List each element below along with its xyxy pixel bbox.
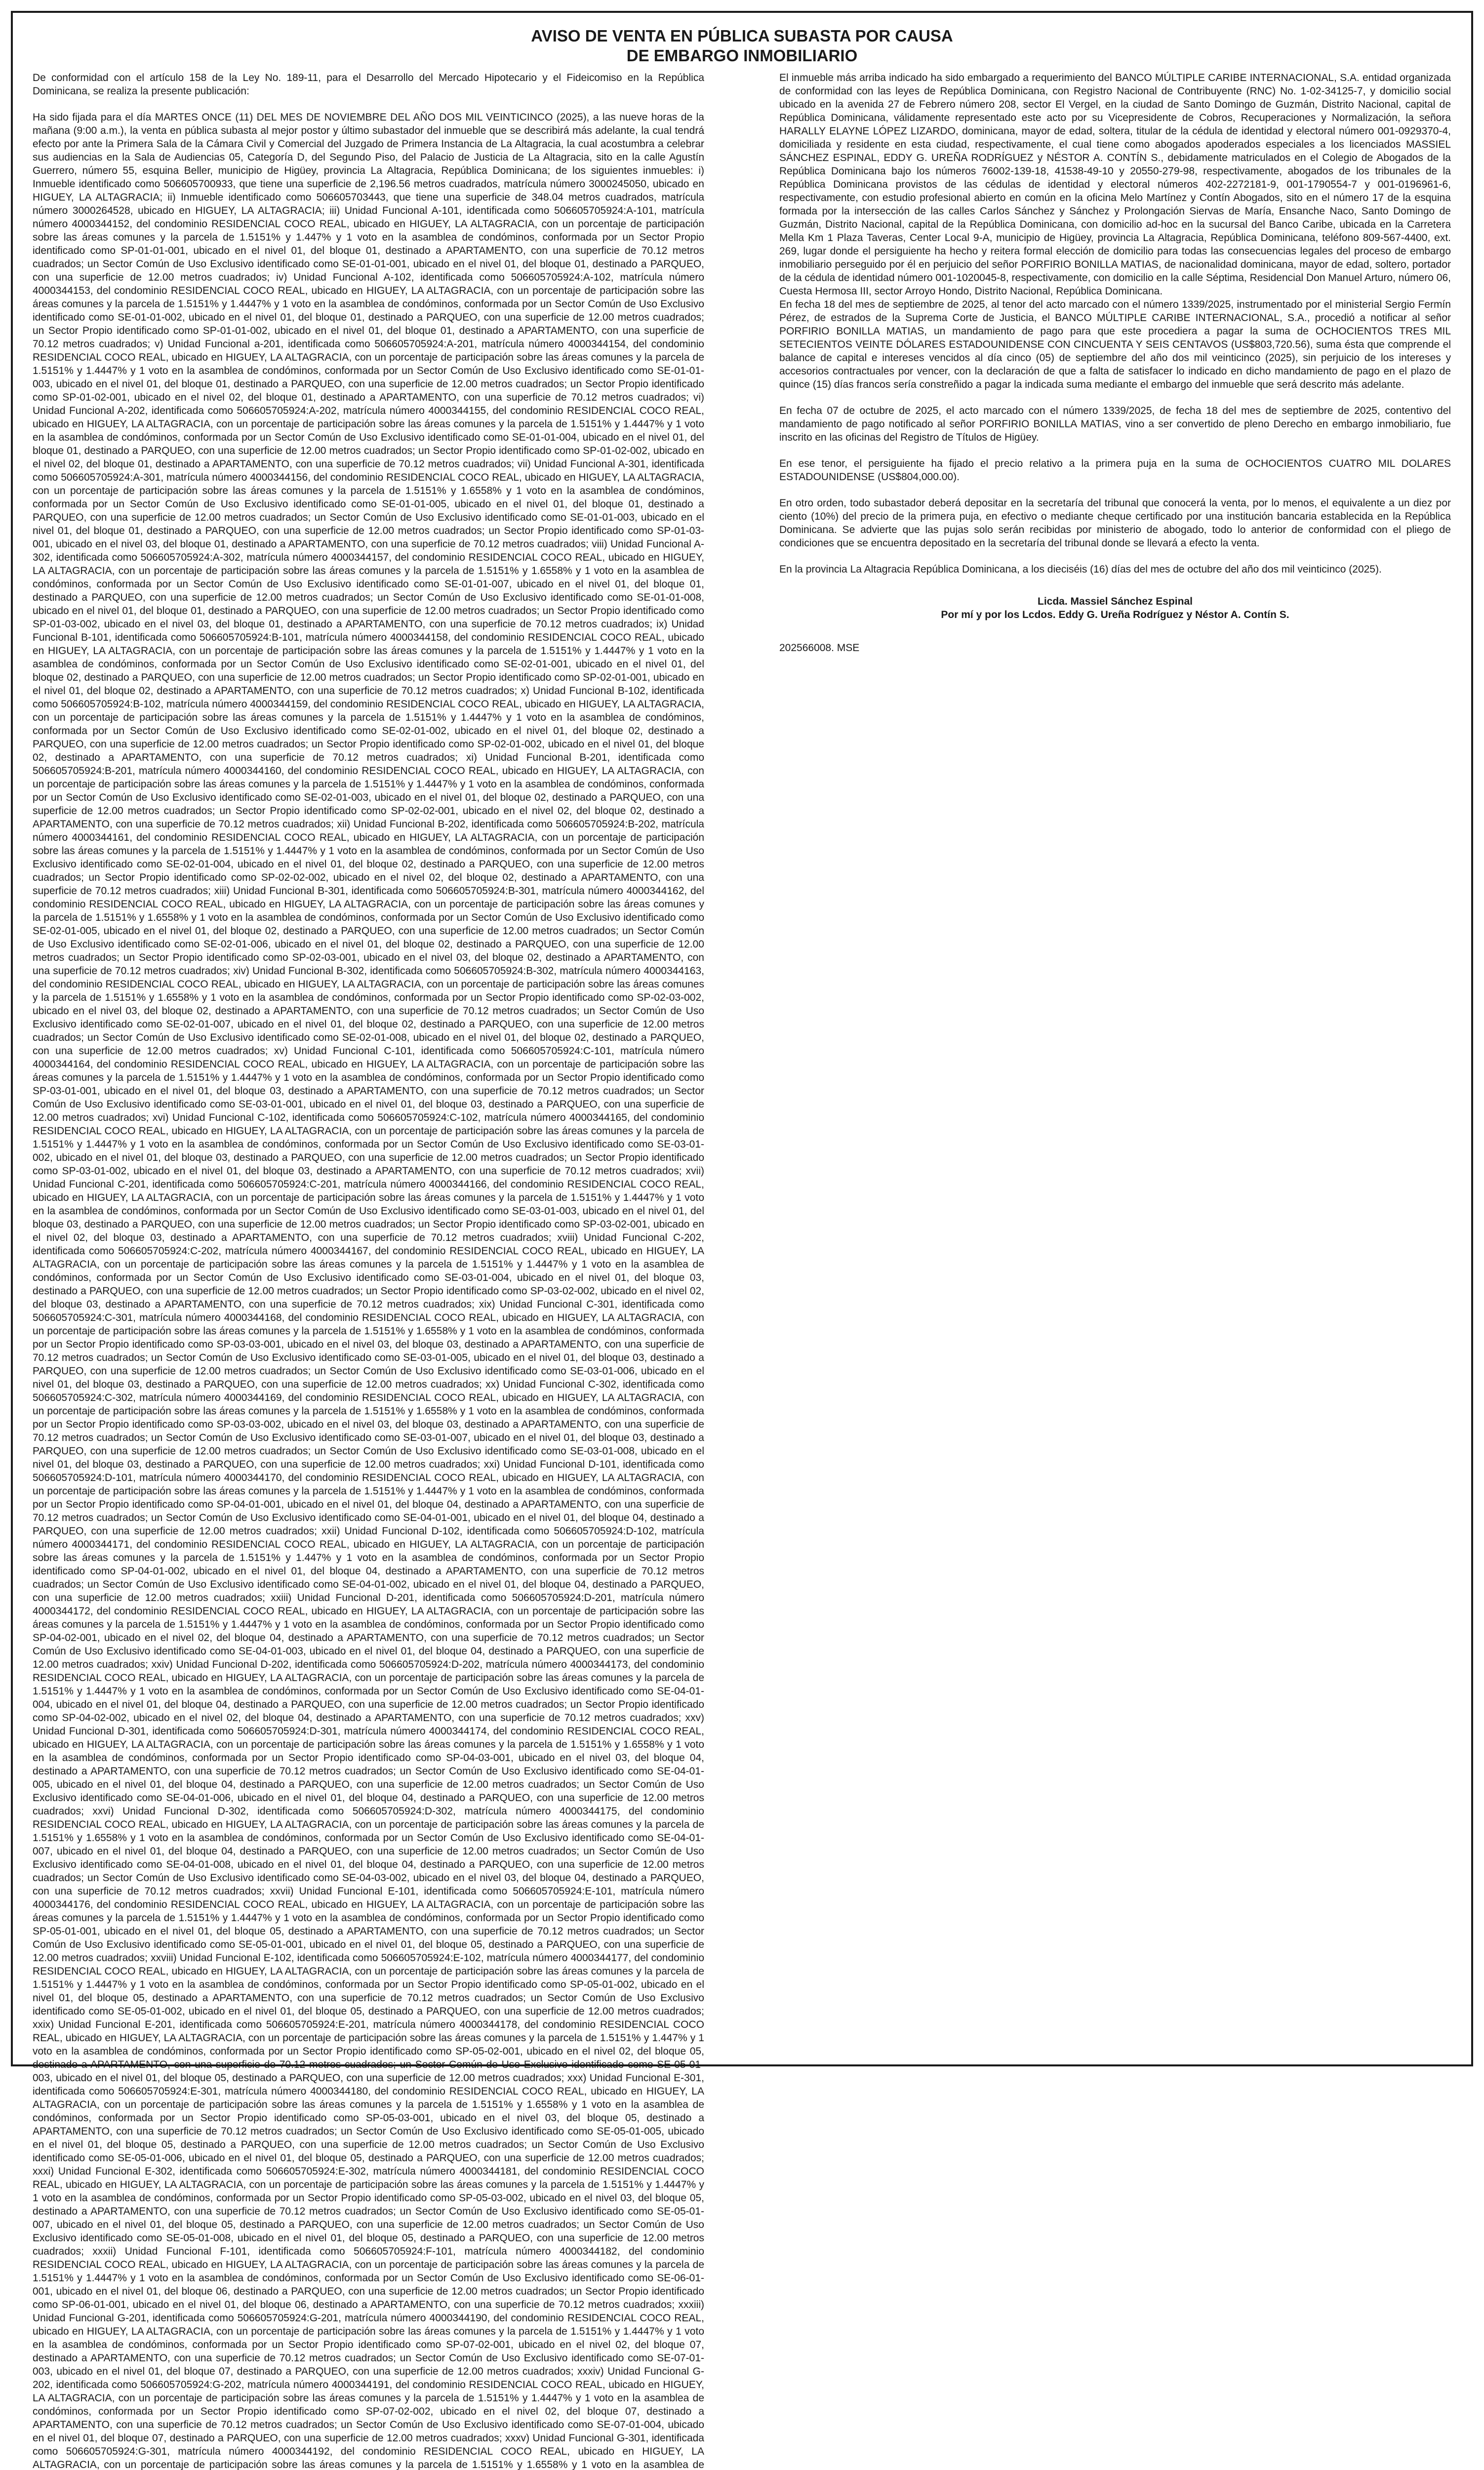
left-column bbox=[33, 71, 704, 2470]
publication-code: 202566008. MSE bbox=[779, 642, 860, 654]
notice-title-line-2: DE EMBARGO INMOBILIARIO bbox=[626, 46, 858, 65]
main-paragraph: Ha sido fijada para el día MARTES ONCE (11) DEL MES DE NOVIEMBRE DEL AÑO DOS MIL VEINTICINCO (2025), a las nueve horas de la mañana (9:00 a.m.), la venta en pública subasta al mejor postor y último subastador del inmueble que se describirá más adelante, la cual tendrá efecto por ante la Primera Sala de la Cámara Civil y Comercial del Juzgado de Primera Instancia de La Altagracia, la cual acostumbra a celebrar sus audiencias en la Sala de Audiencias 05, Categoría D, del Segundo Piso, del Palacio de Justicia de La Altagracia, sito en la calle Agustín Guerrero, número 55, esquina Beller, municipio de Higüey, provincia La Altagracia, República Dominicana; de los siguientes inmuebles: i) Inmueble identificado como 506605700933, que tiene una superficie de 2,196.56 metros cuadrados, matrícula número 3000245050, ubicado en HIGUEY, LA ALTAGRACIA; ii) Inmueble identificado como 506605703443, que tiene una superficie de 348.04 metros cuadrados, matrícula número 3000264528, ubicado en HIGUEY, LA ALTAGRACIA; iii) Unidad Funcional A-101, identificada como 506605705924:A-101, matrícula número 4000344152, del condominio RESIDENCIAL COCO REAL, ubicado en HIGUEY, LA ALTAGRACIA, con un porcentaje de participación sobre las áreas comunes y la parcela de 1.5151% y 1.447% y 1 voto en la asamblea de condóminos, conformada por un Sector Propio identificado como SP-01-01-001, ubicado en el nivel 01, del bloque 01, destinado a APARTAMENTO, con una superficie de 70.12 metros cuadrados; un Sector Común de Uso Exclusivo identificado como SE-01-01-001, ubicado en el nivel 01, del bloque 01, destinado a PARQUEO, con una superficie de 12.00 metros cuadrados; iv) Unidad Funcional A-102, identificada como 506605705924:A-102, matrícula número 4000344153, del condominio RESIDENCIAL COCO REAL, ubicado en HIGUEY, LA ALTAGRACIA, con un porcentaje de participación sobre las áreas comunes y la parcela de 1.5151% y 1.4447% y 1 voto en la asamblea de condóminos, conformada por un Sector Común de Uso Exclusivo identificado como SE-01-01-002, ubicado en el nivel 01, del bloque 01, destinado a PARQUEO, con una superficie de 12.00 metros cuadrados; un Sector Propio identificado como SP-01-01-002, ubicado en el nivel 01, del bloque 01, destinado a APARTAMENTO, con una superficie de 70.12 metros cuadrados; v) Unidad Funcional a-201, identificada como 506605705924:A-201, matrícula número 4000344154, del condominio RESIDENCIAL COCO REAL, ubicado en HIGUEY, LA ALTAGRACIA, con un porcentaje de participación sobre las áreas comunes y la parcela de 1.5151% y 1.4447% y 1 voto en la asamblea de condóminos, conformada por un Sector Común de Uso Exclusivo identificado como SE-01-01-003, ubicado en el nivel 01, del bloque 01, destinado a PARQUEO, con una superficie de 12.00 metros cuadrados; un Sector Propio identificado como SP-01-02-001, ubicado en el nivel 02, del bloque 01, destinado a APARTAMENTO, con una superficie de 70.12 metros cuadrados; vi) Unidad Funcional A-202, identificada como 506605705924:A-202, matrícula número 4000344155, del condominio RESIDENCIAL COCO REAL, ubicado en HIGUEY, LA ALTAGRACIA, con un porcentaje de participación sobre las áreas comunes y la parcela de 1.5151% y 1.4447% y 1 voto en la asamblea de condóminos, conformada por un Sector Común de Uso Exclusivo identificado como SE-01-01-004, ubicado en el nivel 01, del bloque 01, destinado a PARQUEO, con una superficie de 12.00 metros cuadrados; un Sector Propio identificado como SP-01-02-002, ubicado en el nivel 02, del bloque 01, destinado a APARTAMENTO, con una superficie de 70.12 metros cuadrados; vii) Unidad Funcional A-301, identificada como 506605705924:A-301, matrícula número 4000344156, del condominio RESIDENCIAL COCO REAL, ubicado en HIGUEY, LA ALTAGRACIA, con un porcentaje de participación sobre las áreas comunes y la parcela de 1.5151% y 1.6558% y 1 voto en la asamblea de condóminos, conformada por un Sector Común de Uso Exclusivo identificado como SE-01-01-005, ubicado en el nivel 01, del bloque 01, destinado a PARQUEO, con una superficie de 12.00 metros cuadrados; un Sector Común de Uso Exclusivo identificado como SE-01-01-003, ubicado en el nivel 01, del bloque 01, destinado a PARQUEO, con una superficie de 12.00 metros cuadrados; un Sector Propio identificado como SP-01-03-001, ubicado en el nivel 03, del bloque 01, destinado a APARTAMENTO, con una superficie de 70.12 metros cuadrados; viii) Unidad Funcional A-302, identificada como 506605705924:A-302, matrícula número 4000344157, del condominio RESIDENCIAL COCO REAL, ubicado en HIGUEY, LA ALTAGRACIA, con un porcentaje de participación sobre las áreas comunes y la parcela de 1.5151% y 1.6558% y 1 voto en la asamblea de condóminos, conformada por un Sector Común de Uso Exclusivo identificado como SE-01-01-007, ubicado en el nivel 01, del bloque 01, destinado a PARQUEO, con una superficie de 12.00 metros cuadrados; un Sector Común de Uso Exclusivo identificado como SE-01-01-008, ubicado en el nivel 01, del bloque 01, destinado a PARQUEO, con una superficie de 12.00 metros cuadrados; un Sector Propio identificado como SP-01-03-002, ubicado en el nivel 03, del bloque 01, destinado a APARTAMENTO, con una superficie de 70.12 metros cuadrados; ix) Unidad Funcional B-101, identificada como 506605705924:B-101, matrícula número 4000344158, del condominio RESIDENCIAL COCO REAL, ubicado en HIGUEY, LA ALTAGRACIA, con un porcentaje de participación sobre las áreas comunes y la parcela de 1.5151% y 1.4447% y 1 voto en la asamblea de condóminos, conformada por un Sector Común de Uso Exclusivo identificado como SE-02-01-001, ubicado en el nivel 01, del bloque 02, destinado a PARQUEO, con una superficie de 12.00 metros cuadrados; un Sector Propio identificado como SP-02-01-001, ubicado en el nivel 01, del bloque 02, destinado a APARTAMENTO, con una superficie de 70.12 metros cuadrados; x) Unidad Funcional B-102, identificada como 506605705924:B-102, matrícula número 4000344159, del condominio RESIDENCIAL COCO REAL, ubicado en HIGUEY, LA ALTAGRACIA, con un porcentaje de participación sobre las áreas comunes y la parcela de 1.5151% y 1.4447% y 1 voto en la asamblea de condóminos, conformada por un Sector Común de Uso Exclusivo identificado como SE-02-01-002, ubicado en el nivel 01, del bloque 02, destinado a PARQUEO, con una superficie de 12.00 metros cuadrados; un Sector Propio identificado como SP-02-01-002, ubicado en el nivel 01, del bloque 02, destinado a APARTAMENTO, con una superficie de 70.12 metros cuadrados; xi) Unidad Funcional B-201, identificada como 506605705924:B-201, matrícula número 4000344160, del condominio RESIDENCIAL COCO REAL, ubicado en HIGUEY, LA ALTAGRACIA, con un porcentaje de participación sobre las áreas comunes y la parcela de 1.5151% y 1.4447% y 1 voto en la asamblea de condóminos, conformada por un Sector Común de Uso Exclusivo identificado como SE-02-01-003, ubicado en el nivel 01, del bloque 02, destinado a PARQUEO, con una superficie de 12.00 metros cuadrados; un Sector Propio identificado como SP-02-02-001, ubicado en el nivel 02, del bloque 02, destinado a APARTAMENTO, con una superficie de 70.12 metros cuadrados; xii) Unidad Funcional B-202, identificada como 506605705924:B-202, matrícula número 4000344161, del condominio RESIDENCIAL COCO REAL, ubicado en HIGUEY, LA ALTAGRACIA, con un porcentaje de participación sobre las áreas comunes y la parcela de 1.5151% y 1.4447% y 1 voto en la asamblea de condóminos, conformada por un Sector Común de Uso Exclusivo identificado como SE-02-01-004, ubicado en el nivel 01, del bloque 02, destinado a PARQUEO, con una superficie de 12.00 metros cuadrados; un Sector Propio identificado como SP-02-02-002, ubicado en el nivel 02, del bloque 02, destinado a APARTAMENTO, con una superficie de 70.12 metros cuadrados; xiii) Unidad Funcional B-301, identificada como 506605705924:B-301, matrícula número 4000344162, del condominio RESIDENCIAL COCO REAL, ubicado en HIGUEY, LA ALTAGRACIA, con un porcentaje de participación sobre las áreas comunes y la parcela de 1.5151% y 1.6558% y 1 voto en la asamblea de condóminos, conformada por un Sector Común de Uso Exclusivo identificado como SE-02-01-005, ubicado en el nivel 01, del bloque 02, destinado a PARQUEO, con una superficie de 12.00 metros cuadrados; un Sector Común de Uso Exclusivo identificado como SE-02-01-006, ubicado en el nivel 01, del bloque 02, destinado a PARQUEO, con una superficie de 12.00 metros cuadrados; un Sector Propio identificado como SP-02-03-001, ubicado en el nivel 03, del bloque 02, destinado a APARTAMENTO, con una superficie de 70.12 metros cuadrados; xiv) Unidad Funcional B-302, identificada como 506605705924:B-302, matrícula número 4000344163, del condominio RESIDENCIAL COCO REAL, ubicado en HIGUEY, LA ALTAGRACIA, con un porcentaje de participación sobre las áreas comunes y la parcela de 1.5151% y 1.6558% y 1 voto en la asamblea de condóminos, conformada por un Sector Propio identificado como SP-02-03-002, ubicado en el nivel 03, del bloque 02, destinado a APARTAMENTO, con una superficie de 70.12 metros cuadrados; un Sector Común de Uso Exclusivo identificado como SE-02-01-007, ubicado en el nivel 01, del bloque 02, destinado a PARQUEO, con una superficie de 12.00 metros cuadrados; un Sector Común de Uso Exclusivo identificado como SE-02-01-008, ubicado en el nivel 01, del bloque 02, destinado a PARQUEO, con una superficie de 12.00 metros cuadrados; xv) Unidad Funcional C-101, identificada como 506605705924:C-101, matrícula número 4000344164, del condominio RESIDENCIAL COCO REAL, ubicado en HIGUEY, LA ALTAGRACIA, con un porcentaje de participación sobre las áreas comunes y la parcela de 1.5151% y 1.4447% y 1 voto en la asamblea de condóminos, conformada por un Sector Propio identificado como SP-03-01-001, ubicado en el nivel 01, del bloque 03, destinado a APARTAMENTO, con una superficie de 70.12 metros cuadrados; un Sector Común de Uso Exclusivo identificado como SE-03-01-001, ubicado en el nivel 01, del bloque 03, destinado a PARQUEO, con una superficie de 12.00 metros cuadrados; xvi) Unidad Funcional C-102, identificada como 506605705924:C-102, matrícula número 4000344165, del condominio RESIDENCIAL COCO REAL, ubicado en HIGUEY, LA ALTAGRACIA, con un porcentaje de participación sobre las áreas comunes y la parcela de 1.5151% y 1.4447% y 1 voto en la asamblea de condóminos, conformada por un Sector Común de Uso Exclusivo identificado como SE-03-01-002, ubicado en el nivel 01, del bloque 03, destinado a PARQUEO, con una superficie de 12.00 metros cuadrados; un Sector Propio identificado como SP-03-01-002, ubicado en el nivel 01, del bloque 03, destinado a APARTAMENTO, con una superficie de 70.12 metros cuadrados; xvii) Unidad Funcional C-201, identificada como 506605705924:C-201, matrícula número 4000344166, del condominio RESIDENCIAL COCO REAL, ubicado en HIGUEY, LA ALTAGRACIA, con un porcentaje de participación sobre las áreas comunes y la parcela de 1.5151% y 1.4447% y 1 voto en la asamblea de condóminos, conformada por un Sector Común de Uso Exclusivo identificado como SE-03-01-003, ubicado en el nivel 01, del bloque 03, destinado a PARQUEO, con una superficie de 12.00 metros cuadrados; un Sector Propio identificado como SP-03-02-001, ubicado en el nivel 02, del bloque 03, destinado a APARTAMENTO, con una superficie de 70.12 metros cuadrados; xviii) Unidad Funcional C-202, identificada como 506605705924:C-202, matrícula número 4000344167, del condominio RESIDENCIAL COCO REAL, ubicado en HIGUEY, LA ALTAGRACIA, con un porcentaje de participación sobre las áreas comunes y la parcela de 1.5151% y 1.4447% y 1 voto en la asamblea de condóminos, conformada por un Sector Común de Uso Exclusivo identificado como SE-03-01-004, ubicado en el nivel 01, del bloque 03, destinado a PARQUEO, con una superficie de 12.00 metros cuadrados; un Sector Propio identificado como SP-03-02-002, ubicado en el nivel 02, del bloque 03, destinado a APARTAMENTO, con una superficie de 70.12 metros cuadrados; xix) Unidad Funcional C-301, identificada como 506605705924:C-301, matrícula número 4000344168, del condominio RESIDENCIAL COCO REAL, ubicado en HIGUEY, LA ALTAGRACIA, con un porcentaje de participación sobre las áreas comunes y la parcela de 1.5151% y 1.6558% y 1 voto en la asamblea de condóminos, conformada por un Sector Propio identificado como SP-03-03-001, ubicado en el nivel 03, del bloque 03, destinado a APARTAMENTO, con una superficie de 70.12 metros cuadrados; un Sector Común de Uso Exclusivo identificado como SE-03-01-005, ubicado en el nivel 01, del bloque 03, destinado a PARQUEO, con una superficie de 12.00 metros cuadrados; un Sector Común de Uso Exclusivo identificado como SE-03-01-006, ubicado en el nivel 01, del bloque 03, destinado a PARQUEO, con una superficie de 12.00 metros cuadrados; xx) Unidad Funcional C-302, identificada como 506605705924:C-302, matrícula número 4000344169, del condominio RESIDENCIAL COCO REAL, ubicado en HIGUEY, LA ALTAGRACIA, con un porcentaje de participación sobre las áreas comunes y la parcela de 1.5151% y 1.6558% y 1 voto en la asamblea de condóminos, conformada por un Sector Propio identificado como SP-03-03-002, ubicado en el nivel 03, del bloque 03, destinado a APARTAMENTO, con una superficie de 70.12 metros cuadrados; un Sector Común de Uso Exclusivo identificado como SE-03-01-007, ubicado en el nivel 01, del bloque 03, destinado a PARQUEO, con una superficie de 12.00 metros cuadrados; un Sector Común de Uso Exclusivo identificado como SE-03-01-008, ubicado en el nivel 01, del bloque 03, destinado a PARQUEO, con una superficie de 12.00 metros cuadrados; xxi) Unidad Funcional D-101, identificada como 506605705924:D-101, matrícula número 4000344170, del condominio RESIDENCIAL COCO REAL, ubicado en HIGUEY, LA ALTAGRACIA, con un porcentaje de participación sobre las áreas comunes y la parcela de 1.5151% y 1.4447% y 1 voto en la asamblea de condóminos, conformada por un Sector Propio identificado como SP-04-01-001, ubicado en el nivel 01, del bloque 04, destinado a APARTAMENTO, con una superficie de 70.12 metros cuadrados; un Sector Común de Uso Exclusivo identificado como SE-04-01-001, ubicado en el nivel 01, del bloque 04, destinado a PARQUEO, con una superficie de 12.00 metros cuadrados; xxii) Unidad Funcional D-102, identificada como 506605705924:D-102, matrícula número 4000344171, del condominio RESIDENCIAL COCO REAL, ubicado en HIGUEY, LA ALTAGRACIA, con un porcentaje de participación sobre las áreas comunes y la parcela de 1.5151% y 1.447% y 1 voto en la asamblea de condóminos, conformada por un Sector Propio identificado como SP-04-01-002, ubicado en el nivel 01, del bloque 04, destinado a APARTAMENTO, con una superficie de 70.12 metros cuadrados; un Sector Común de Uso Exclusivo identificado como SE-04-01-002, ubicado en el nivel 01, del bloque 04, destinado a PARQUEO, con una superficie de 12.00 metros cuadrados; xxiii) Unidad Funcional D-201, identificada como 506605705924:D-201, matrícula número 4000344172, del condominio RESIDENCIAL COCO REAL, ubicado en HIGUEY, LA ALTAGRACIA, con un porcentaje de participación sobre las áreas comunes y la parcela de 1.5151% y 1.4447% y 1 voto en la asamblea de condóminos, conformada por un Sector Propio identificado como SP-04-02-001, ubicado en el nivel 02, del bloque 04, destinado a APARTAMENTO, con una superficie de 70.12 metros cuadrados; un Sector Común de Uso Exclusivo identificado como SE-04-01-003, ubicado en el nivel 01, del bloque 04, destinado a PARQUEO, con una superficie de 12.00 metros cuadrados; xxiv) Unidad Funcional D-202, identificada como 506605705924:D-202, matrícula número 4000344173, del condominio RESIDENCIAL COCO REAL, ubicado en HIGUEY, LA ALTAGRACIA, con un porcentaje de participación sobre las áreas comunes y la parcela de 1.5151% y 1.4447% y 1 voto en la asamblea de condóminos, conformada por un Sector Común de Uso Exclusivo identificado como SE-04-01-004, ubicado en el nivel 01, del bloque 04, destinado a PARQUEO, con una superficie de 12.00 metros cuadrados; un Sector Propio identificado como SP-04-02-002, ubicado en el nivel 02, del bloque 04, destinado a APARTAMENTO, con una superficie de 70.12 metros cuadrados; xxv) Unidad Funcional D-301, identificada como 506605705924:D-301, matrícula número 4000344174, del condominio RESIDENCIAL COCO REAL, ubicado en HIGUEY, LA ALTAGRACIA, con un porcentaje de participación sobre las áreas comunes y la parcela de 1.5151% y 1.6558% y 1 voto en la asamblea de condóminos, conformada por un Sector Propio identificado como SP-04-03-001, ubicado en el nivel 03, del bloque 04, destinado a APARTAMENTO, con una superficie de 70.12 metros cuadrados; un Sector Común de Uso Exclusivo identificado como SE-04-01-005, ubicado en el nivel 01, del bloque 04, destinado a PARQUEO, con una superficie de 12.00 metros cuadrados; un Sector Común de Uso Exclusivo identificado como SE-04-01-006, ubicado en el nivel 01, del bloque 04, destinado a PARQUEO, con una superficie de 12.00 metros cuadrados; xxvi) Unidad Funcional D-302, identificada como 506605705924:D-302, matrícula número 4000344175, del condominio RESIDENCIAL COCO REAL, ubicado en HIGUEY, LA ALTAGRACIA, con un porcentaje de participación sobre las áreas comunes y la parcela de 1.5151% y 1.6558% y 1 voto en la asamblea de condóminos, conformada por un Sector Común de Uso Exclusivo identificado como SE-04-01-007, ubicado en el nivel 01, del bloque 04, destinado a PARQUEO, con una superficie de 12.00 metros cuadrados; un Sector Común de Uso Exclusivo identificado como SE-04-01-008, ubicado en el nivel 01, del bloque 04, destinado a PARQUEO, con una superficie de 12.00 metros cuadrados; un Sector Común de Uso Exclusivo identificado como SE-04-03-002, ubicado en el nivel 03, del bloque 04, destinado a PARQUEO, con una superficie de 70.12 metros cuadrados; xxvii) Unidad Funcional E-101, identificada como 506605705924:E-101, matrícula número 4000344176, del condominio RESIDENCIAL COCO REAL, ubicado en HIGUEY, LA ALTAGRACIA, con un porcentaje de participación sobre las áreas comunes y la parcela de 1.5151% y 1.4447% y 1 voto en la asamblea de condóminos, conformada por un Sector Propio identificado como SP-05-01-001, ubicado en el nivel 01, del bloque 05, destinado a APARTAMENTO, con una superficie de 70.12 metros cuadrados; un Sector Común de Uso Exclusivo identificado como SE-05-01-001, ubicado en el nivel 01, del bloque 05, destinado a PARQUEO, con una superficie de 12.00 metros cuadrados; xxviii) Unidad Funcional E-102, identificada como 506605705924:E-102, matrícula número 4000344177, del condominio RESIDENCIAL COCO REAL, ubicado en HIGUEY, LA ALTAGRACIA, con un porcentaje de participación sobre las áreas comunes y la parcela de 1.5151% y 1.4447% y 1 voto en la asamblea de condóminos, conformada por un Sector Propio identificado como SP-05-01-002, ubicado en el nivel 01, del bloque 05, destinado a APARTAMENTO, con una superficie de 70.12 metros cuadrados; un Sector Común de Uso Exclusivo identificado como SE-05-01-002, ubicado en el nivel 01, del bloque 05, destinado a PARQUEO, con una superficie de 12.00 metros cuadrados; xxix) Unidad Funcional E-201, identificada como 506605705924:E-201, matrícula número 4000344178, del condominio RESIDENCIAL COCO REAL, ubicado en HIGUEY, LA ALTAGRACIA, con un porcentaje de participación sobre las áreas comunes y la parcela de 1.5151% y 1.447% y 1 voto en la asamblea de condóminos, conformada por un Sector Propio identificado como SP-05-02-001, ubicado en el nivel 02, del bloque 05, destinado a APARTAMENTO, con una superficie de 70.12 metros cuadrados; un Sector Común de Uso Exclusivo identificado como SE-05-01-003, ubicado en el nivel 01, del bloque 05, destinado a PARQUEO, con una superficie de 12.00 metros cuadrados; xxx) Unidad Funcional E-301, identificada como 506605705924:E-301, matrícula número 4000344180, del condominio RESIDENCIAL COCO REAL, ubicado en HIGUEY, LA ALTAGRACIA, con un porcentaje de participación sobre las áreas comunes y la parcela de 1.5151% y 1.6558% y 1 voto en la asamblea de condóminos, conformada por un Sector Propio identificado como SP-05-03-001, ubicado en el nivel 03, del bloque 05, destinado a APARTAMENTO, con una superficie de 70.12 metros cuadrados; un Sector Común de Uso Exclusivo identificado como SE-05-01-005, ubicado en el nivel 01, del bloque 05, destinado a PARQUEO, con una superficie de 12.00 metros cuadrados; un Sector Común de Uso Exclusivo identificado como SE-05-01-006, ubicado en el nivel 01, del bloque 05, destinado a PARQUEO, con una superficie de 12.00 metros cuadrados; xxxi) Unidad Funcional E-302, identificada como 506605705924:E-302, matrícula número 4000344181, del condominio RESIDENCIAL COCO REAL, ubicado en HIGUEY, LA ALTAGRACIA, con un porcentaje de participación sobre las áreas comunes y la parcela de 1.5151% y 1.4447% y 1 voto en la asamblea de condóminos, conformada por un Sector Propio identificado como SP-05-03-002, ubicado en el nivel 03, del bloque 05, destinado a APARTAMENTO, con una superficie de 70.12 metros cuadrados; un Sector Común de Uso Exclusivo identificado como SE-05-01-007, ubicado en el nivel 01, del bloque 05, destinado a PARQUEO, con una superficie de 12.00 metros cuadrados; un Sector Común de Uso Exclusivo identificado como SE-05-01-008, ubicado en el nivel 01, del bloque 05, destinado a PARQUEO, con una superficie de 12.00 metros cuadrados; xxxii) Unidad Funcional F-101, identificada como 506605705924:F-101, matrícula número 4000344182, del condominio RESIDENCIAL COCO REAL, ubicado en HIGUEY, LA ALTAGRACIA, con un porcentaje de participación sobre las áreas comunes y la parcela de 1.5151% y 1.4447% y 1 voto en la asamblea de condóminos, conformada por un Sector Común de Uso Exclusivo identificado como SE-06-01-001, ubicado en el nivel 01, del bloque 06, destinado a PARQUEO, con una superficie de 12.00 metros cuadrados; un Sector Propio identificado como SP-06-01-001, ubicado en el nivel 01, del bloque 06, destinado a APARTAMENTO, con una superficie de 70.12 metros cuadrados; xxxiii) Unidad Funcional G-201, identificada como 506605705924:G-201, matrícula número 4000344190, del condominio RESIDENCIAL COCO REAL, ubicado en HIGUEY, LA ALTAGRACIA, con un porcentaje de participación sobre las áreas comunes y la parcela de 1.5151% y 1.4447% y 1 voto en la asamblea de condóminos, conformada por un Sector Propio identificado como SP-07-02-001, ubicado en el nivel 02, del bloque 07, destinado a APARTAMENTO, con una superficie de 70.12 metros cuadrados; un Sector Común de Uso Exclusivo identificado como SE-07-01-003, ubicado en el nivel 01, del bloque 07, destinado a PARQUEO, con una superficie de 12.00 metros cuadrados; xxxiv) Unidad Funcional G-202, identificada como 506605705924:G-202, matrícula número 4000344191, del condominio RESIDENCIAL COCO REAL, ubicado en HIGUEY, LA ALTAGRACIA, con un porcentaje de participación sobre las áreas comunes y la parcela de 1.5151% y 1.4447% y 1 voto en la asamblea de condóminos, conformada por un Sector Propio identificado como SP-07-02-002, ubicado en el nivel 02, del bloque 07, destinado a APARTAMENTO, con una superficie de 70.12 metros cuadrados; un Sector Común de Uso Exclusivo identificado como SE-07-01-004, ubicado en el nivel 01, del bloque 07, destinado a PARQUEO, con una superficie de 12.00 metros cuadrados; xxxv) Unidad Funcional G-301, identificada como 506605705924:G-301, matrícula número 4000344192, del condominio RESIDENCIAL COCO REAL, ubicado en HIGUEY, LA ALTAGRACIA, con un porcentaje de participación sobre las áreas comunes y la parcela de 1.5151% y 1.6558% y 1 voto en la asamblea de bbox=[33, 112, 704, 2470]
signature-name: Licda. Massiel Sánchez Espinal bbox=[1038, 596, 1193, 607]
intro-paragraph: De conformidad con el artículo 158 de la Ley No. 189-11, para el Desarrollo del Mercado Hipotecario y el Fideicomiso en la República Dominicana, se realiza la presente publicación: bbox=[33, 72, 704, 97]
closing-paragraph: En la provincia La Altagracia República Dominicana, a los dieciséis (16) días del mes de octubre del año dos mil veinticinco (2025). bbox=[779, 564, 1382, 575]
signature-block bbox=[779, 595, 1451, 621]
fecha-paragraph: En fecha 18 del mes de septiembre de 2025, al tenor del acto marcado con el número 1339/2025, instrumentado por el ministerial Sergio Fermín Pérez, de estrados de la Suprema Corte de Justicia, el BANCO MÚLTIPLE CARIBE INTERNACIONAL, S.A., procedió a notificar al señor PORFIRIO BONILLA MATIAS, un mandamiento de pago para que este procediera a pagar la suma de OCHOCIENTOS TRES MIL SETECIENTOS VEINTE DÓLARES ESTADOUNIDENSE CON CINCUENTA Y SEIS CENTAVOS (US$803,720.56), suma ésta que comprende el balance de capital e intereses vencidos al día cinco (05) de septiembre del año dos mil veinticinco (2025), sin perjuicio de los intereses y accesorios contractuales por vencer, con la declaración de que a falta de satisfacer lo indicado en dicho mandamiento de pago en el plazo de quince (15) días francos sería constreñido a pagar la indicada suma mediante el embargo del inmueble que será descrito más adelante. bbox=[779, 299, 1451, 390]
embargo-paragraph: El inmueble más arriba indicado ha sido embargado a requerimiento del BANCO MÚLTIPLE CARIBE INTERNACIONAL, S.A. entidad organizada de conformidad con las leyes de República Dominicana, con Registro Nacional de Contribuyente (RNC) No. 1-02-34125-7, y domicilio social ubicado en la avenida 27 de Febrero número 208, sector El Vergel, en la ciudad de Santo Domingo de Guzmán, Distrito Nacional, capital de República Dominicana, válidamente representado este acto por su Vicepresidente de Cobros, Recuperaciones y Normalización, la señora HARALLY ELAYNE LÓPEZ LIZARDO, dominicana, mayor de edad, soltera, titular de la cédula de identidad y electoral número 001-0929370-4, domiciliada y residente en esta ciudad, respectivamente, el cual tiene como abogados apoderados especiales a los licenciados MASSIEL SÁNCHEZ ESPINAL, EDDY G. UREÑA RODRÍGUEZ y NÉSTOR A. CONTÍN S., debidamente matriculados en el Colegio de Abogados de la República Dominicana bajo los números 76002-139-18, 41538-49-10 y 20550-279-98, respectivamente, abogados de los tribunales de la República Dominicana provistos de las cédulas de identidad y electoral números 402-2272181-9, 001-1790554-7 y 001-0196961-6, respectivamente, con estudio profesional abierto en común en la oficina Melo Martínez y Contín Abogados, sito en el número 17 de la esquina formada por la intersección de las calles Carlos Sánchez y Sánchez y Prolongación Siervas de María, Ensanche Naco, Santo Domingo de Guzmán, Distrito Nacional, capital de la República Dominicana, con domicilio ad-hoc en la sucursal del Banco Caribe, ubicada en la Carretera Mella Km 1 Plaza Taveras, Center Local 9-A, municipio de Higüey, provincia La Altagracia, República Dominicana, teléfono 809-567-4400, ext. 269, lugar donde el persiguiente ha hecho y reitera formal elección de domicilio para todas las consecuencias legales del proceso de embargo inmobiliario perseguido por él en perjuicio del señor PORFIRIO BONILLA MATIAS, de nacionalidad dominicana, mayor de edad, soltero, portador de la cédula de identidad número 001-1020045-8, respectivamente, con domicilio en la calle Séptima, Residencial Don Manuel Arturo, número 06, Cuesta Hermosa III, sector Arroyo Hondo, Distrito Nacional, República Dominicana. bbox=[779, 72, 1451, 297]
signature-line-2: Por mí y por los Lcdos. Eddy G. Ureña Rodríguez y Néstor A. Contín S. bbox=[941, 609, 1289, 620]
deposito-paragraph: En otro orden, todo subastador deberá depositar en la secretaría del tribunal que conocerá la venta, por lo menos, el equivalente a un diez por ciento (10%) del precio de la primera puja, en efectivo o mediante cheque certificado por una institución bancaria establecida en la República Dominicana. Se advierte que las pujas solo serán recibidas por ministerio de abogado, todo lo anterior de conformidad con el pliego de condiciones que se encuentra depositado en la secretaría del tribunal donde se llevará a efecto la venta. bbox=[779, 497, 1451, 549]
legal-notice-page bbox=[11, 11, 1473, 2470]
right-column bbox=[779, 71, 1451, 2045]
notice-title-line-1: AVISO DE VENTA EN PÚBLICA SUBASTA POR CAUSA bbox=[531, 27, 953, 45]
precio-paragraph: En ese tenor, el persiguiente ha fijado el precio relativo a la primera puja en la suma de OCHOCIENTOS CUATRO MIL DOLARES ESTADOUNIDENSE (US$804,000.00). bbox=[779, 458, 1451, 483]
octubre-paragraph: En fecha 07 de octubre de 2025, el acto marcado con el número 1339/2025, de fecha 18 del mes de septiembre de 2025, contentivo del mandamiento de pago notificado al señor PORFIRIO BONILLA MATIAS, vino a ser convertido de pleno Derecho en embargo inmobiliario, fue inscrito en las oficinas del Registro de Títulos de Higüey. bbox=[779, 405, 1451, 443]
